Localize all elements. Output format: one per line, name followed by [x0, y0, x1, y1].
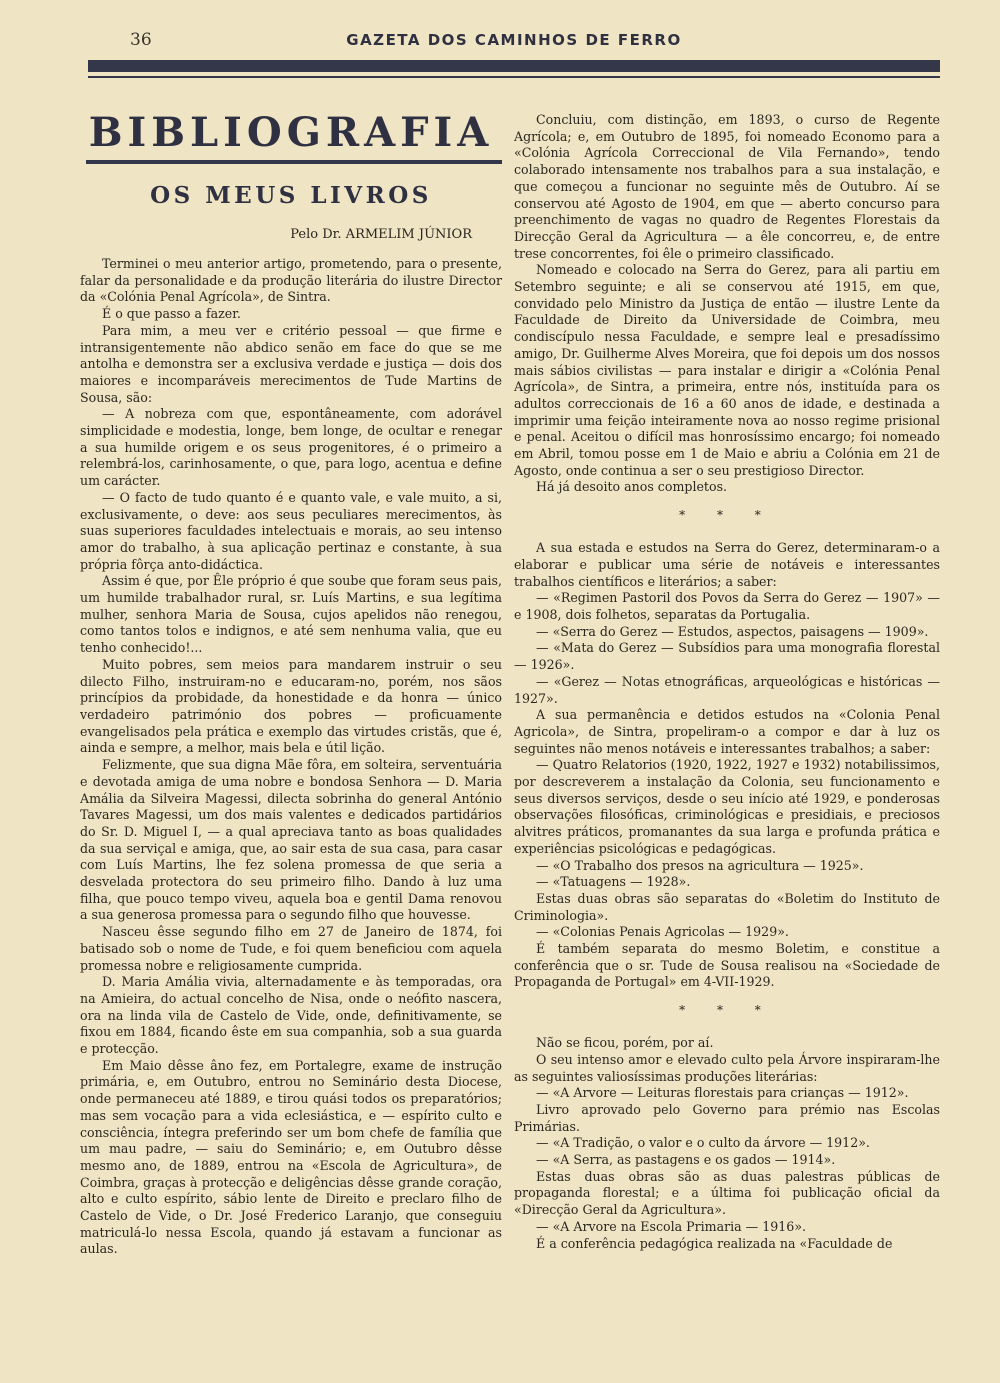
paragraph: A sua permanência e detidos estudos na «Colonia Penal Agricola», de Sintra, propeliram-o a compor e dar à luz os seguintes não menos notáveis e interessantes trabalhos; a saber:: [514, 707, 940, 756]
paragraph: Assim é que, por Êle próprio é que soube que foram seus pais, um humilde trabalhador rural, sr. Luís Martins, e sua legítima mulher, senhora Maria de Sousa, cujos apelidos não renegou, como tantos tolos e indignos, e até sem nenhuma valia, que eu tenho conhecido!...: [80, 573, 502, 656]
byline: Pelo Dr. ARMELIM JÚNIOR: [290, 227, 472, 242]
header-rule-thick: [88, 60, 940, 72]
section-separator-2: * * *: [679, 1003, 775, 1018]
paragraph: D. Maria Amália vivia, alternadamente e às temporadas, ora na Amieira, do actual concelho de Nisa, onde o neófito nascera, ora na linda vila de Castelo de Vide, onde, definitivamente, se fixou em 1884, ficando êste em sua companhia, sob a sua guarda e protecção.: [80, 974, 502, 1057]
paragraph: Estas duas obras são separatas do «Boletim do Instituto de Criminologia».: [514, 890, 940, 923]
paragraph: Concluiu, com distinção, em 1893, o curso de Regente Agrícola; e, em Outubro de 1895, foi nomeado Economo para a «Colónia Agrícola Correccional de Vila Fernando», tendo colaborado intensamente nos trabalhos para a sua instalação, e que começou a funcionar no seguinte mês de Outubro. Aí se conservou até Agosto de 1904, em que — aberto concurso para preenchimento de vagas no quadro de Regentes Florestais da Direcção Geral da Agricultura — a êle concorreu, e, de entre trese concorrentes, foi êle o primeiro classificado.: [514, 112, 940, 261]
paragraph: É a conferência pedagógica realizada na «Faculdade de: [536, 1235, 893, 1251]
page-number: 36: [130, 30, 152, 50]
title-rule: [86, 160, 502, 164]
right-column-text-b: [514, 540, 940, 991]
paragraph: — «Tatuagens — 1928».: [536, 874, 691, 890]
paragraph: Nasceu êsse segundo filho em 27 de Janeiro de 1874, foi batisado sob o nome de Tude, e foi quem beneficiou com aquela promessa nobre e religiosamente cumprida.: [80, 924, 502, 973]
right-column-text-c: [514, 1035, 940, 1252]
paragraph: Muito pobres, sem meios para mandarem instruir o seu dilecto Filho, instruiram-no e educaram-no, porém, nos sãos princípios da probidade, da honestidade e da honra — único verdadeiro património dos pobres — proficuamente evangelisados pela prática e exemplo das virtudes cristãs, que é, ainda e sempre, a melhor, mais bela e útil lição.: [80, 656, 502, 756]
paragraph: Estas duas obras são as duas palestras públicas de propaganda florestal; e a última foi publicação oficial da «Direcção Geral da Agricultura».: [514, 1168, 940, 1218]
paragraph: É o que passo a fazer.: [102, 306, 241, 322]
paragraph: — «Regimen Pastoril dos Povos da Serra do Gerez — 1907» — e 1908, dois folhetos, separatas da Portugalia.: [514, 590, 940, 622]
left-column-text: [80, 256, 502, 1258]
paragraph: — «Colonias Penais Agricolas — 1929».: [536, 924, 789, 940]
paragraph: Livro aprovado pelo Governo para prémio nas Escolas Primárias.: [514, 1101, 940, 1134]
journal-title: GAZETA DOS CAMINHOS DE FERRO: [346, 31, 682, 49]
paragraph: — «A Arvore — Leituras florestais para crianças — 1912».: [536, 1085, 909, 1101]
paragraph: — «O Trabalho dos presos na agricultura — 1925».: [536, 857, 864, 873]
paragraph: Felizmente, que sua digna Mãe fôra, em solteira, serventuária e devotada amiga de uma nobre e bondosa Senhora — D. Maria Amália da Silveira Magessi, dilecta sobrinha do general António Tavares Magessi, um dos mais valentes e dedicados partidários do Sr. D. Miguel I, — a qual apreciava tanto as boas qualidades da sua serviçal e amiga, que, ao sair esta de sua casa, para casar com Luís Martins, lhe fez solena promessa de que seria a desvelada protectora do seu primeiro filho. Dando à luz uma filha, que pouco tempo viveu, aquela boa e gentil Dama renovou a sua generosa promessa para o segundo filho que houvesse.: [80, 757, 502, 923]
paragraph: — «Gerez — Notas etnográficas, arqueológicas e históricas — 1927».: [514, 673, 940, 706]
paragraph: Para mim, a meu ver e critério pessoal — que firme e intransigentemente não abdico senão em face do que se me antolha e demonstra ser a exclusiva verdade e justiça — dois dos maiores e incomparáveis merecimentos de Tude Martins de Sousa, são:: [80, 322, 502, 405]
paragraph: — «A Serra, as pastagens e os gados — 1914».: [536, 1152, 836, 1168]
paragraph: — A nobreza com que, espontâneamente, com adorável simplicidade e modestia, longe, bem longe, de ocultar e renegar a sua humilde origem e os seus progenitores, é o primeiro a relembrá-los, carinhosamente, o que, para logo, acentua e define um carácter.: [80, 406, 502, 489]
paragraph: — Quatro Relatorios (1920, 1922, 1927 e 1932) notabilissimos, por descreverem a instalação da Colonia, seu funcionamento e seus diversos serviços, desde o seu início até 1929, e ponderosas observações filosóficas, criminológicas e presidiais, e preciosos alvitres práticos, promanantes da sua larga e profunda prática e experiências psicológicas e pedagógicas.: [514, 757, 940, 856]
paragraph: A sua estada e estudos na Serra do Gerez, determinaram-o a elaborar e publicar uma série de notáveis e interessantes trabalhos científicos e literários; a saber:: [514, 540, 940, 589]
paragraph: Não se ficou, porém, por aí.: [536, 1035, 714, 1051]
paragraph: Terminei o meu anterior artigo, prometendo, para o presente, falar da personalidade e da produção literária do ilustre Director da «Colónia Penal Agrícola», de Sintra.: [80, 256, 502, 305]
paragraph: — «A Tradição, o valor e o culto da árvore — 1912».: [536, 1135, 870, 1151]
paragraph: — «Mata do Gerez — Subsídios para uma monografia florestal — 1926».: [514, 640, 940, 673]
section-separator-1: * * *: [679, 508, 775, 523]
paragraph: O seu intenso amor e elevado culto pela Árvore inspiraram-lhe as seguintes valiosíssimas produções literárias:: [514, 1051, 940, 1084]
section-title: BIBLIOGRAFIA: [88, 109, 494, 156]
running-header: [88, 28, 940, 54]
paragraph: — «Serra do Gerez — Estudos, aspectos, paisagens — 1909».: [536, 623, 929, 639]
paragraph: É também separata do mesmo Boletim, e constitue a conferência que o sr. Tude de Sousa realisou na «Sociedade de Propaganda de Portugal» em 4-VII-1929.: [514, 941, 940, 990]
paragraph: Nomeado e colocado na Serra do Gerez, para ali partiu em Setembro seguinte; e ali se conservou até 1915, em que, convidado pelo Ministro da Justiça de então — ilustre Lente da Faculdade de Direito da Universidade de Coimbra, meu condiscípulo nessa Faculdade, e sempre leal e presadíssimo amigo, Dr. Guilherme Alves Moreira, que foi depois um dos nossos mais sábios civilistas — para instalar e dirigir a «Colónia Penal Agrícola», de Sintra, a primeira, entre nós, instituída para os adultos correccionais de 16 a 60 anos de idade, e destinada a imprimir uma feição inteiramente nova ao nosso regime prisional e penal. Aceitou o difícil mas honrosíssimo encargo; foi nomeado em Abril, tomou posse em 1 de Maio e abriu a Colónia em 21 de Agosto, onde continua a ser o seu prestigioso Director.: [514, 262, 940, 478]
paragraph: — O facto de tudo quanto é e quanto vale, e vale muito, a si, exclusivamente, o deve: aos seus peculiares merecimentos, às suas superiores faculdades intelectuais e morais, ao seu intenso amor do trabalho, à sua aplicação pertinaz e constante, à sua própria fôrça anto-didáctica.: [80, 489, 502, 572]
header-rule-thin: [88, 76, 940, 78]
paragraph: Há já desoito anos completos.: [536, 479, 728, 495]
left-column: [80, 108, 502, 1258]
paragraph: Em Maio dêsse âno fez, em Portalegre, exame de instrução primária, e, em Outubro, entrou no Seminário desta Diocese, onde permaneceu até 1889, e tirou quási todos os preparatórios; mas sem vocação para a vida eclesiástica, e — espírito culto e consciência, íntegra preferindo ser um bom chefe de família que um mau padre, — saiu do Seminário; e, em Outubro dêsse mesmo ano, de 1889, entrou na «Escola de Agricultura», de Coimbra, graças à protecção e deligências dêsse grande coração, alto e culto espírito, sábio lente de Direito e preclaro filho de Castelo de Vide, o Dr. José Frederico Laranjo, que conseguiu matriculá-lo nessa Escola, quando já estavam a funcionar as aulas.: [80, 1057, 502, 1257]
right-column: [514, 112, 940, 1252]
right-column-text-a: [514, 112, 940, 496]
article-subtitle: OS MEUS LIVROS: [150, 182, 432, 209]
paragraph: — «A Arvore na Escola Primaria — 1916».: [536, 1218, 807, 1234]
